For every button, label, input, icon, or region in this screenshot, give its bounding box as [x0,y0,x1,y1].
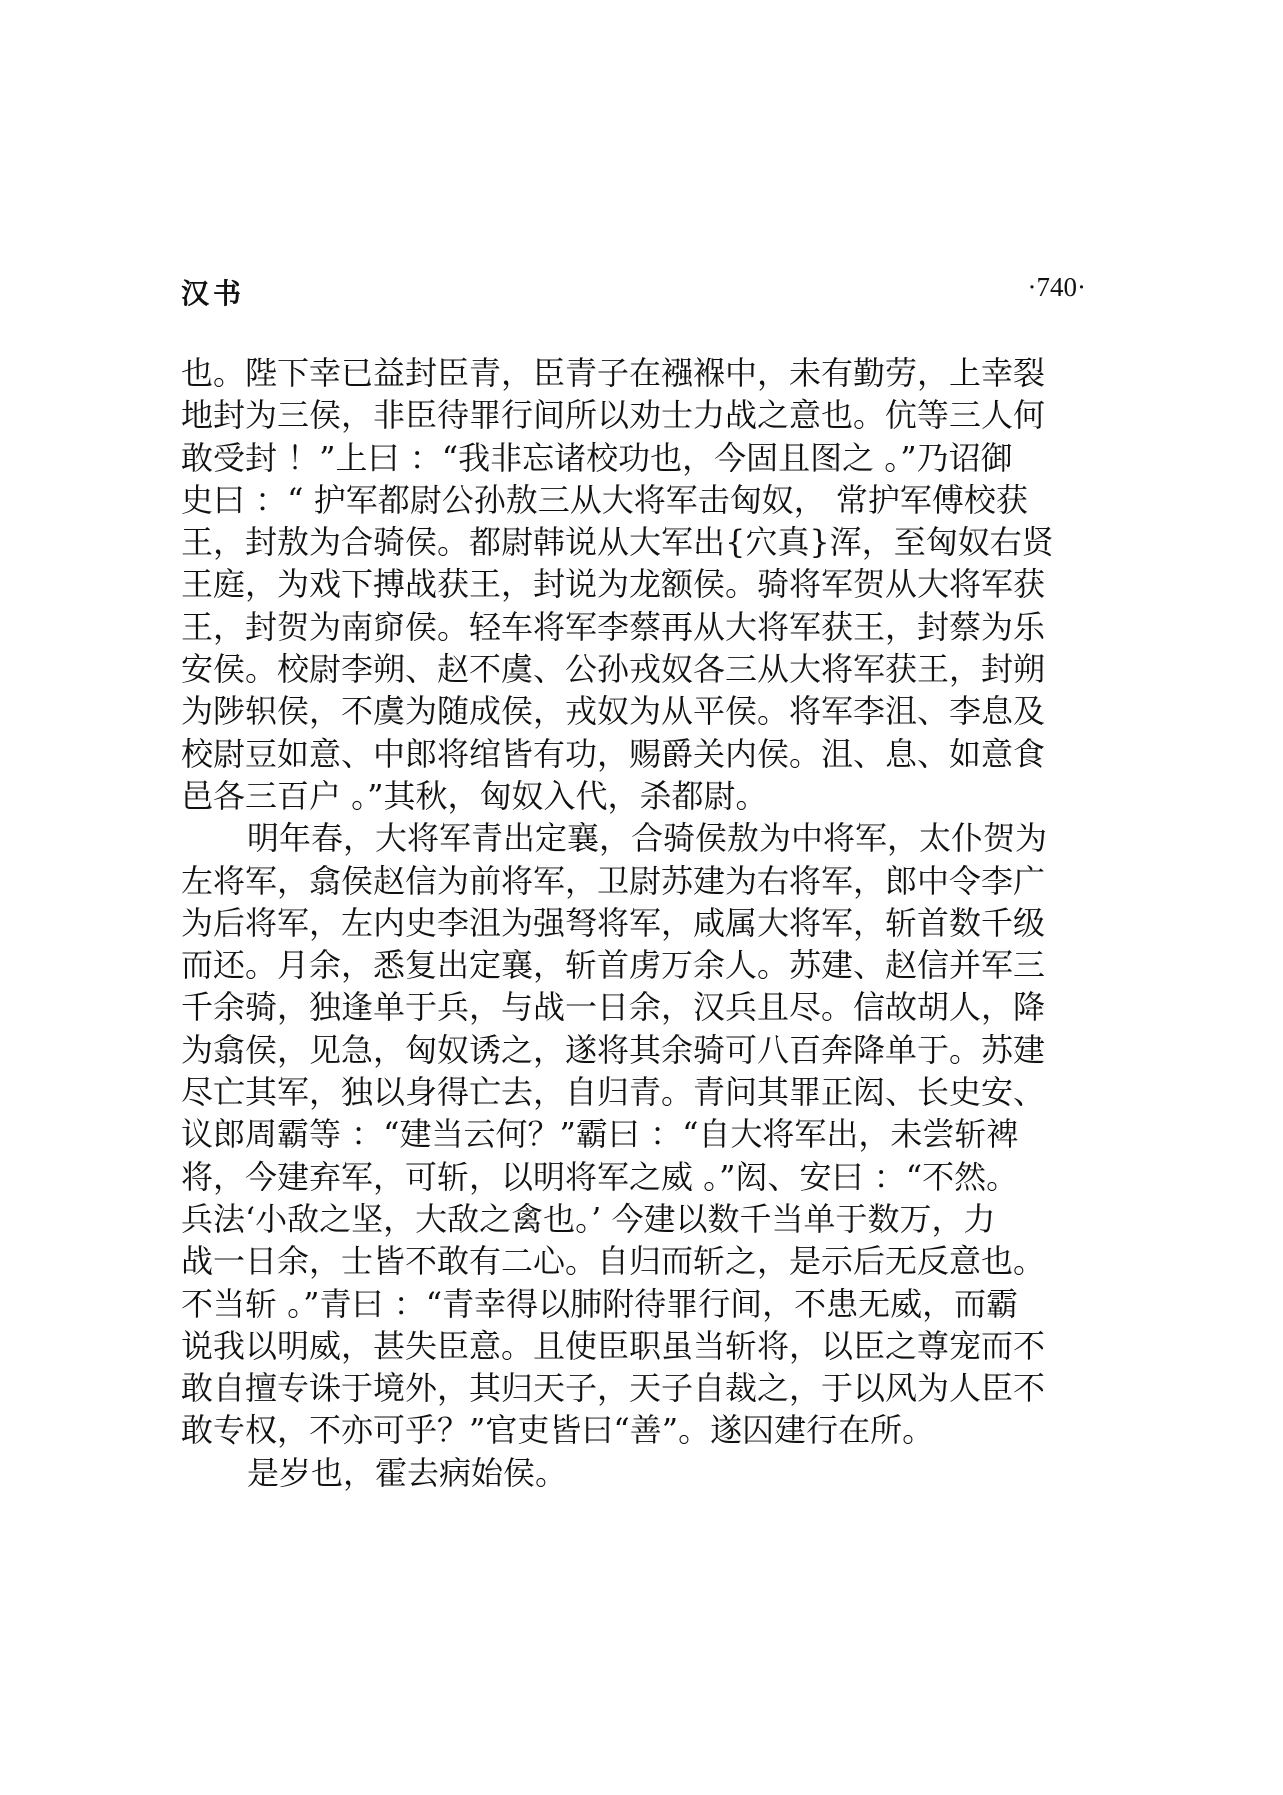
text-line: 校尉豆如意、中郎将绾皆有功，赐爵关内侯。沮、息、如意食 [181,734,1046,773]
text-line: 而还。月余，悉复出定襄，斩首虏万余人。苏建、赵信并军三 [181,946,1046,985]
text-line: 左将军，翕侯赵信为前将军，卫尉苏建为右将军，郎中令李广 [181,861,1046,900]
text-line: 尽亡其军，独以身得亡去，自归青。青问其罪正闳、长史安、 [181,1073,1046,1112]
text-line: 议郎周霸等 ：“建当云何？”霸曰 ：“自大将军出，未尝斩裨 [181,1115,1019,1154]
text-line: 为后将军，左内史李沮为强弩将军，咸属大将军，斩首数千级 [181,903,1046,942]
text-line: 千余骑，独逢单于兵，与战一日余，汉兵且尽。信故胡人，降 [181,988,1046,1027]
text-line: 史曰 ：“ 护军都尉公孙敖三从大将军击匈奴， 常护军傅校获 [181,480,1028,519]
text-line: 兵法‘小敌之坚，大敌之禽也。’ 今建以数千当单于数万，力 [181,1199,996,1238]
book-title: 汉书 [181,277,246,310]
text-line: 也。陛下幸已益封臣青，臣青子在襁褓中，未有勤劳，上幸裂 [181,354,1046,392]
text-line: 不当斩 。”青曰 ：“青幸得以肺附待罪行间，不患无威，而霸 [181,1284,1019,1323]
body-text [181,352,1086,1494]
page-header [181,272,1086,312]
text-line: 王庭，为戏下搏战获王，封说为龙额侯。骑将军贺从大将军获 [181,565,1046,604]
page-number: ·740· [1027,272,1086,302]
text-line: 王，封贺为南窌侯。轻车将军李蔡再从大将军获王，封蔡为乐 [181,607,1046,646]
text-line: 邑各三百户 。”其秋，匈奴入代，杀都尉。 [181,776,768,815]
text-line: 为陟轵侯，不虞为随成侯，戎奴为从平侯。将军李沮、李息及 [181,692,1046,731]
text-line: 将，今建弃军，可斩，以明将军之威 。”闳、安曰 ：“不然。 [181,1157,1019,1196]
text-line: 敢专权，不亦可乎？”官吏皆曰“善”。遂囚建行在所。 [181,1411,935,1450]
text-line: 说我以明威，甚失臣意。且使臣职虽当斩将，以臣之尊宠而不 [181,1326,1046,1365]
text-line: 明年春，大将军青出定襄，合骑侯敖为中将军，太仆贺为 [247,819,1048,858]
text-line: 安侯。校尉李朔、赵不虞、公孙戎奴各三从大将军获王，封朔 [181,650,1046,689]
text-line: 敢受封 ！”上曰 ：“我非忘诸校功也，今固且图之 。”乃诏御 [181,438,1013,477]
text-line: 是岁也，霍去病始侯。 [247,1453,568,1492]
text-line: 敢自擅专诛于境外，其归天子，天子自裁之，于以风为人臣不 [181,1369,1046,1408]
text-line: 地封为三侯，非臣待罪行间所以劝士力战之意也。伉等三人何 [181,396,1046,435]
text-line: 为翕侯，见急，匈奴诱之，遂将其余骑可八百奔降单于。苏建 [181,1030,1046,1069]
text-line: 王，封敖为合骑侯。都尉韩说从大军出{穴真}浑，至匈奴右贤 [181,523,1054,562]
text-line: 战一日余，士皆不敢有二心。自归而斩之，是示后无反意也。 [181,1242,1046,1281]
